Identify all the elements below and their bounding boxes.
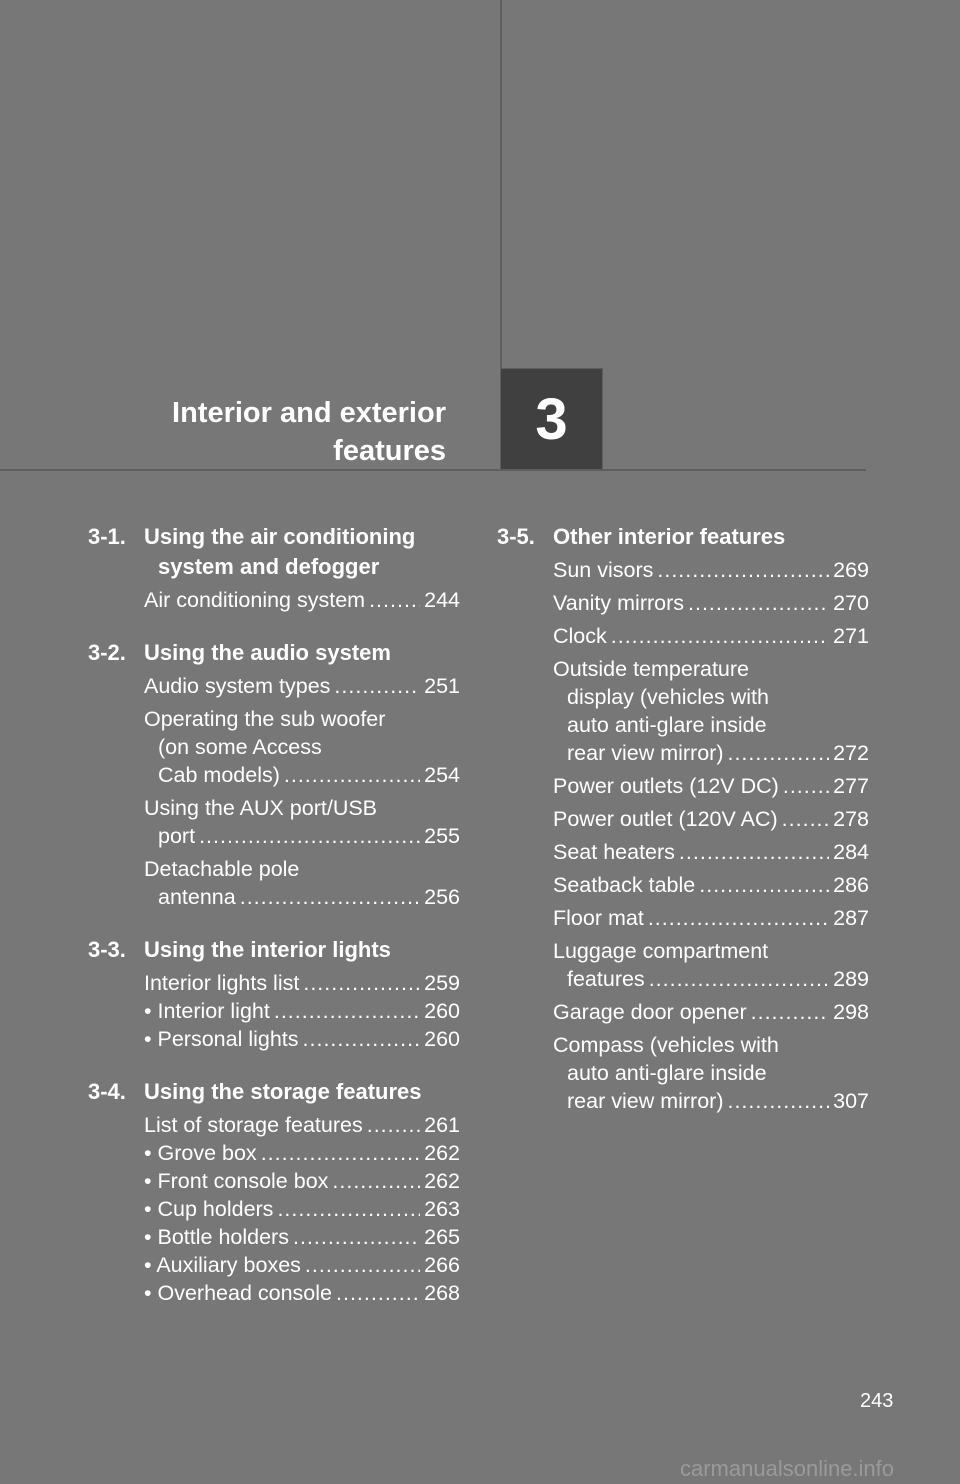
section-entries — [497, 556, 869, 1115]
leader-dots — [293, 1223, 420, 1251]
leader-dots — [783, 772, 829, 800]
leader-dots — [699, 871, 829, 899]
section-entries — [88, 969, 460, 1053]
section-entries — [88, 672, 460, 911]
entry-last-line — [553, 998, 869, 1026]
toc-entry[interactable] — [144, 586, 460, 614]
entry-page-number: 265 — [424, 1225, 460, 1249]
entry-last-line — [144, 1223, 460, 1251]
chapter-title — [120, 394, 446, 470]
entry-last-line — [144, 1139, 460, 1167]
entry-page-number: 262 — [424, 1141, 460, 1165]
entry-last-line — [144, 586, 460, 614]
entry-text-line: (on some Access — [158, 735, 322, 759]
chapter-number: 3 — [535, 386, 568, 452]
toc-entry[interactable] — [553, 805, 869, 833]
entry-page-number: 284 — [833, 840, 869, 864]
toc-section — [88, 935, 460, 1053]
entry-text: Seatback table — [553, 873, 696, 897]
section-title — [553, 522, 869, 552]
section-title-line: Using the air conditioning — [144, 524, 416, 549]
section-title — [144, 522, 460, 582]
entry-last-line — [144, 672, 460, 700]
leader-dots — [782, 805, 829, 833]
leader-dots — [334, 672, 420, 700]
entry-page-number: 266 — [424, 1253, 460, 1277]
leader-dots — [284, 761, 420, 789]
entry-page-number: 263 — [424, 1197, 460, 1221]
entry-last-line — [144, 1167, 460, 1195]
entry-last-line — [144, 1111, 460, 1139]
entry-last-line — [144, 1279, 460, 1307]
toc-entry[interactable] — [553, 871, 869, 899]
watermark: carmanualsonline.info — [680, 1456, 895, 1481]
toc-entry[interactable] — [553, 556, 869, 584]
entry-text: Clock — [553, 624, 607, 648]
entry-page-number: 244 — [424, 588, 460, 612]
entry-page-number: 260 — [424, 1027, 460, 1051]
entry-page-number: 262 — [424, 1169, 460, 1193]
entry-text-line: Outside temperature — [553, 657, 749, 681]
leader-dots — [199, 822, 420, 850]
leader-dots — [332, 1167, 420, 1195]
leader-dots — [727, 739, 829, 767]
toc-entry[interactable] — [553, 937, 869, 993]
section-entries — [88, 1111, 460, 1307]
entry-text: rear view mirror) — [567, 741, 724, 765]
entry-text: • Auxiliary boxes — [144, 1253, 301, 1277]
entry-text: Sun visors — [553, 558, 654, 582]
entry-page-number: 278 — [833, 807, 869, 831]
toc-entry[interactable] — [144, 705, 460, 789]
entry-text-line: Luggage compartment — [553, 939, 769, 963]
leader-dots — [369, 586, 420, 614]
section-number: 3-4. — [88, 1079, 126, 1104]
toc-entry[interactable] — [144, 855, 460, 911]
leader-dots — [727, 1087, 829, 1115]
entry-page-number: 259 — [424, 971, 460, 995]
toc-right-column — [497, 522, 869, 1139]
entry-page-number: 254 — [424, 763, 460, 787]
leader-dots — [240, 883, 420, 911]
entry-text-line: Operating the sub woofer — [144, 707, 386, 731]
entry-page-number: 287 — [833, 906, 869, 930]
section-heading — [497, 522, 869, 552]
toc-entry[interactable] — [553, 772, 869, 800]
toc-section — [88, 522, 460, 614]
toc-entry[interactable] — [144, 1111, 460, 1139]
leader-dots — [611, 622, 829, 650]
entry-text-line: Compass (vehicles with — [553, 1033, 779, 1057]
entry-text: Power outlet (120V AC) — [553, 807, 778, 831]
toc-left-column — [88, 522, 460, 1331]
entry-page-number: 270 — [833, 591, 869, 615]
page-number: 243 — [860, 1390, 894, 1412]
leader-dots — [688, 589, 829, 617]
chapter-number-tab — [500, 368, 603, 470]
entry-text: • Interior light — [144, 999, 270, 1023]
entry-last-line — [553, 805, 869, 833]
toc-entry[interactable] — [144, 1279, 460, 1307]
entry-last-line — [144, 822, 460, 850]
leader-dots — [305, 1251, 420, 1279]
entry-page-number: 277 — [833, 774, 869, 798]
leader-dots — [679, 838, 829, 866]
toc-entry[interactable] — [553, 998, 869, 1026]
section-title — [144, 638, 460, 668]
entry-text: • Personal lights — [144, 1027, 299, 1051]
toc-entry[interactable] — [144, 1025, 460, 1053]
leader-dots — [649, 965, 829, 993]
toc-section — [88, 1077, 460, 1307]
entry-last-line — [144, 883, 460, 911]
toc-entry[interactable] — [553, 655, 869, 767]
toc-section — [497, 522, 869, 1115]
entry-text: Garage door opener — [553, 1000, 747, 1024]
toc-entry[interactable] — [553, 1031, 869, 1115]
entry-page-number: 255 — [424, 824, 460, 848]
section-heading — [88, 935, 460, 965]
entry-text: antenna — [158, 885, 236, 909]
entry-text: • Front console box — [144, 1169, 329, 1193]
entry-text: Seat heaters — [553, 840, 675, 864]
entry-text: features — [567, 967, 645, 991]
entry-last-line — [144, 997, 460, 1025]
leader-dots — [303, 1025, 421, 1053]
leader-dots — [336, 1279, 420, 1307]
chapter-title-line1: Interior and exterior — [172, 397, 446, 429]
entry-text: • Overhead console — [144, 1281, 332, 1305]
vertical-divider — [500, 0, 502, 370]
entry-last-line — [144, 1195, 460, 1223]
section-heading — [88, 638, 460, 668]
entry-text-line: auto anti-glare inside — [567, 1061, 767, 1085]
toc-entry[interactable] — [553, 904, 869, 932]
entry-text: rear view mirror) — [567, 1089, 724, 1113]
entry-text: Floor mat — [553, 906, 644, 930]
entry-last-line — [553, 622, 869, 650]
section-number: 3-2. — [88, 640, 126, 665]
entry-last-line — [553, 1087, 869, 1115]
leader-dots — [751, 998, 829, 1026]
entry-last-line — [553, 904, 869, 932]
entry-text: Cab models) — [158, 763, 280, 787]
section-number: 3-1. — [88, 524, 126, 549]
entry-last-line — [553, 772, 869, 800]
section-title — [144, 1077, 460, 1107]
entry-page-number: 271 — [833, 624, 869, 648]
entry-text-line: display (vehicles with — [567, 685, 769, 709]
leader-dots — [274, 997, 420, 1025]
leader-dots — [261, 1139, 420, 1167]
entry-last-line — [144, 1251, 460, 1279]
entry-page-number: 298 — [833, 1000, 869, 1024]
entry-page-number: 261 — [424, 1113, 460, 1137]
leader-dots — [657, 556, 829, 584]
section-number: 3-5. — [497, 524, 535, 549]
toc-entry[interactable] — [144, 672, 460, 700]
entry-last-line — [144, 1025, 460, 1053]
entry-text: • Bottle holders — [144, 1225, 289, 1249]
section-title-line: system and defogger — [158, 554, 380, 579]
toc-entry[interactable] — [144, 1251, 460, 1279]
entry-last-line — [553, 965, 869, 993]
entry-last-line — [553, 838, 869, 866]
leader-dots — [303, 969, 420, 997]
leader-dots — [277, 1195, 420, 1223]
toc-entry[interactable] — [144, 969, 460, 997]
entry-text: Audio system types — [144, 674, 331, 698]
section-title — [144, 935, 460, 965]
section-title-line: Using the audio system — [144, 640, 391, 665]
toc-entry[interactable] — [553, 622, 869, 650]
entry-text: Vanity mirrors — [553, 591, 685, 615]
entry-text: Air conditioning system — [144, 588, 366, 612]
toc-entry[interactable] — [144, 1195, 460, 1223]
entry-page-number: 268 — [424, 1281, 460, 1305]
entry-page-number: 256 — [424, 885, 460, 909]
entry-last-line — [144, 761, 460, 789]
toc-entry[interactable] — [144, 1223, 460, 1251]
entry-text: • Cup holders — [144, 1197, 274, 1221]
leader-dots — [367, 1111, 420, 1139]
entry-last-line — [553, 739, 869, 767]
section-number: 3-3. — [88, 937, 126, 962]
toc-entry[interactable] — [553, 589, 869, 617]
entry-text: port — [158, 824, 196, 848]
toc-entry[interactable] — [144, 1167, 460, 1195]
entry-page-number: 289 — [833, 967, 869, 991]
entry-text: Power outlets (12V DC) — [553, 774, 779, 798]
entry-page-number: 286 — [833, 873, 869, 897]
toc-entry[interactable] — [553, 838, 869, 866]
entry-page-number: 272 — [833, 741, 869, 765]
section-title-line: Using the interior lights — [144, 937, 391, 962]
entry-text: • Grove box — [144, 1141, 257, 1165]
toc-entry[interactable] — [144, 997, 460, 1025]
section-title-line: Using the storage features — [144, 1079, 422, 1104]
entry-text-line: Detachable pole — [144, 857, 300, 881]
entry-last-line — [144, 969, 460, 997]
entry-last-line — [553, 556, 869, 584]
entry-last-line — [553, 589, 869, 617]
toc-entry[interactable] — [144, 794, 460, 850]
toc-entry[interactable] — [144, 1139, 460, 1167]
entry-page-number: 307 — [833, 1089, 869, 1113]
entry-page-number: 269 — [833, 558, 869, 582]
section-title-line: Other interior features — [553, 524, 786, 549]
toc-section — [88, 638, 460, 911]
entry-last-line — [553, 871, 869, 899]
entry-text-line: auto anti-glare inside — [567, 713, 767, 737]
entry-text: List of storage features — [144, 1113, 363, 1137]
section-heading — [88, 1077, 460, 1107]
entry-text: Interior lights list — [144, 971, 300, 995]
entry-text-line: Using the AUX port/USB — [144, 796, 378, 820]
leader-dots — [648, 904, 829, 932]
section-heading — [88, 522, 460, 582]
entry-page-number: 260 — [424, 999, 460, 1023]
chapter-title-line2: features — [333, 435, 446, 467]
entry-page-number: 251 — [424, 674, 460, 698]
section-entries — [88, 586, 460, 614]
